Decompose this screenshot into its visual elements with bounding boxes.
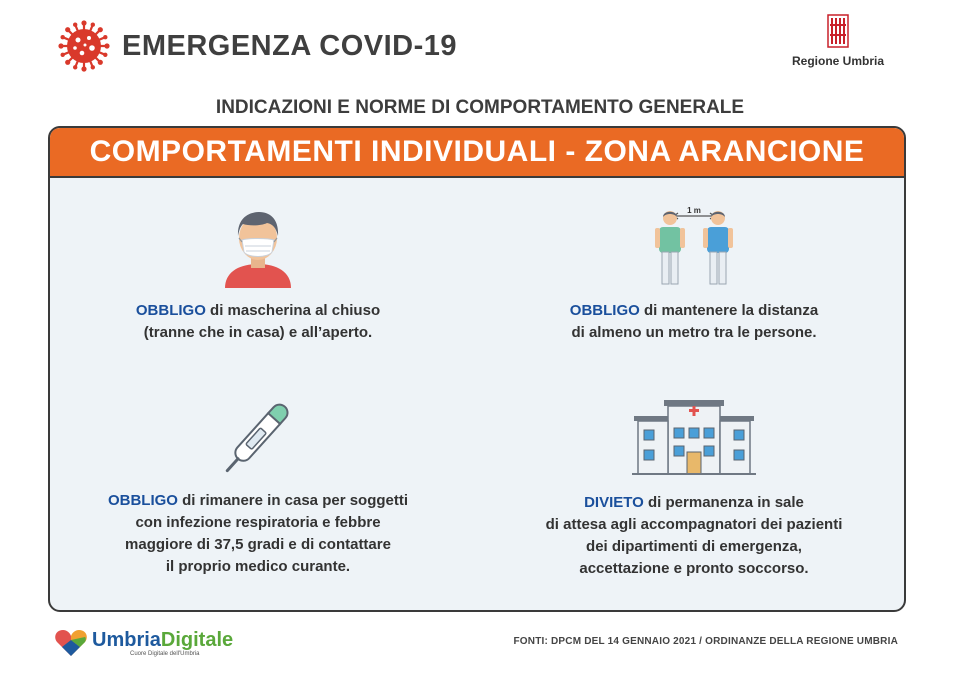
rule-card-distance xyxy=(528,206,860,344)
rule-line: accettazione e pronto soccorso. xyxy=(579,560,809,577)
rule-card-mask xyxy=(78,206,438,344)
rule-line: di almeno un metro tra le persone. xyxy=(571,324,817,341)
heart-logo-icon xyxy=(54,628,88,658)
rule-line: di rimanere in casa per soggetti xyxy=(177,492,409,509)
subtitle: INDICAZIONI E NORME DI COMPORTAMENTO GENERALE xyxy=(215,97,745,118)
keyword: OBBLIGO xyxy=(107,492,178,509)
banner-text: COMPORTAMENTI INDIVIDUALI - ZONA ARANCIONE xyxy=(89,135,865,168)
rule-text-fever xyxy=(68,490,448,578)
social-distance-icon xyxy=(652,206,736,288)
rule-line: di mantenere la distanza xyxy=(639,302,819,319)
region-name: Regione Umbria xyxy=(791,54,884,68)
rule-line: dei dipartimenti di emergenza, xyxy=(586,538,802,555)
rule-line: il proprio medico curante. xyxy=(165,558,351,575)
rule-line: (tranne che in casa) e all’aperto. xyxy=(143,324,373,341)
virus-icon xyxy=(58,20,110,72)
header xyxy=(58,18,457,74)
keyword: OBBLIGO xyxy=(135,302,206,319)
logo-part-umbria: Umbria xyxy=(92,629,161,651)
rule-text-distance xyxy=(528,300,860,344)
face-mask-icon xyxy=(221,206,295,288)
rule-line: con infezione respiratoria e febbre xyxy=(135,514,381,531)
zone-banner xyxy=(50,128,904,178)
logo-part-digitale: Digitale xyxy=(160,629,234,651)
region-brand xyxy=(778,14,898,68)
rule-line: di mascherina al chiuso xyxy=(205,302,381,319)
regione-umbria-emblem-icon xyxy=(827,14,849,48)
rule-line: di attesa agli accompagnatori dei pazienti xyxy=(545,516,843,533)
keyword: OBBLIGO xyxy=(569,302,640,319)
rule-card-hospital xyxy=(508,398,880,580)
logo-tagline: Cuore Digitale dell'Umbria xyxy=(130,651,200,657)
main-title: EMERGENZA COVID-19 xyxy=(122,29,458,62)
logo-name xyxy=(92,629,233,651)
rules-panel xyxy=(48,126,906,612)
hospital-icon xyxy=(632,398,756,476)
thermometer-icon xyxy=(213,394,303,476)
distance-label: 1 m xyxy=(687,206,701,215)
rule-line: di permanenza in sale xyxy=(643,494,804,511)
umbria-digitale-logo xyxy=(54,628,233,658)
sources-note: FONTI: DPCM DEL 14 GENNAIO 2021 / ORDINANZE DELLA REGIONE UMBRIA xyxy=(513,636,898,647)
rule-line: maggiore di 37,5 gradi e di contattare xyxy=(125,536,391,553)
keyword: DIVIETO xyxy=(584,494,644,511)
rule-card-fever xyxy=(68,394,448,578)
rule-text-mask xyxy=(78,300,438,344)
rule-text-hospital xyxy=(508,492,880,580)
